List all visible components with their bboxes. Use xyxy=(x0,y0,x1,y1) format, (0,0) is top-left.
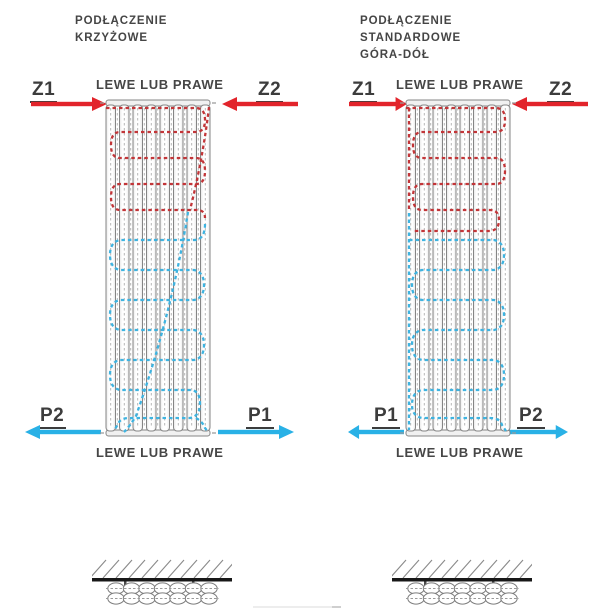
supply-arrow-right-icon xyxy=(31,97,107,111)
diagram-title xyxy=(360,13,461,64)
wall-mount-cross-section xyxy=(92,558,232,606)
standard-connection-diagram xyxy=(300,0,616,616)
supply-arrow-left-icon xyxy=(222,97,298,111)
bottom-connection-side-label: LEWE LUB PRAWE xyxy=(396,445,524,460)
port-label-bottom-left: P1 xyxy=(372,406,400,429)
return-arrow-left-icon xyxy=(348,425,404,439)
diagram-title-line: PODŁĄCZENIE xyxy=(360,15,453,27)
tube-row xyxy=(108,583,217,604)
port-label-bottom-left: P2 xyxy=(38,406,66,429)
diagram-title-line: KRZYŻOWE xyxy=(75,32,148,44)
port-label-bottom-right: P2 xyxy=(517,406,545,429)
port-label-bottom-right: P1 xyxy=(246,406,274,429)
diagram-title-line: STANDARDOWE xyxy=(360,32,462,44)
radiator-drawing xyxy=(400,98,516,438)
return-arrow-right-icon xyxy=(218,425,294,439)
bottom-connection-side-label: LEWE LUB PRAWE xyxy=(96,445,224,460)
port-label-top-left: Z1 xyxy=(350,80,377,103)
wall-mount-cross-section xyxy=(392,558,532,606)
wall-line xyxy=(392,578,532,582)
supply-arrow-right-icon xyxy=(349,97,407,111)
supply-arrow-left-icon xyxy=(512,97,588,111)
faint-divider xyxy=(253,606,341,608)
diagram-title xyxy=(75,13,167,47)
port-label-top-right: Z2 xyxy=(256,80,283,103)
port-label-top-right: Z2 xyxy=(547,80,574,103)
port-label-top-left: Z1 xyxy=(30,80,57,103)
radiator-drawing xyxy=(100,98,216,438)
return-arrow-left-icon xyxy=(25,425,101,439)
wall-line xyxy=(92,578,232,582)
tube-row xyxy=(408,583,517,604)
top-connection-side-label: LEWE LUB PRAWE xyxy=(96,77,224,92)
wall-hatching xyxy=(92,560,232,578)
diagram-title-line: GÓRA-DÓŁ xyxy=(360,49,430,61)
diagram-title-line: PODŁĄCZENIE xyxy=(75,15,168,27)
top-connection-side-label: LEWE LUB PRAWE xyxy=(396,77,524,92)
wall-hatching xyxy=(392,560,532,578)
